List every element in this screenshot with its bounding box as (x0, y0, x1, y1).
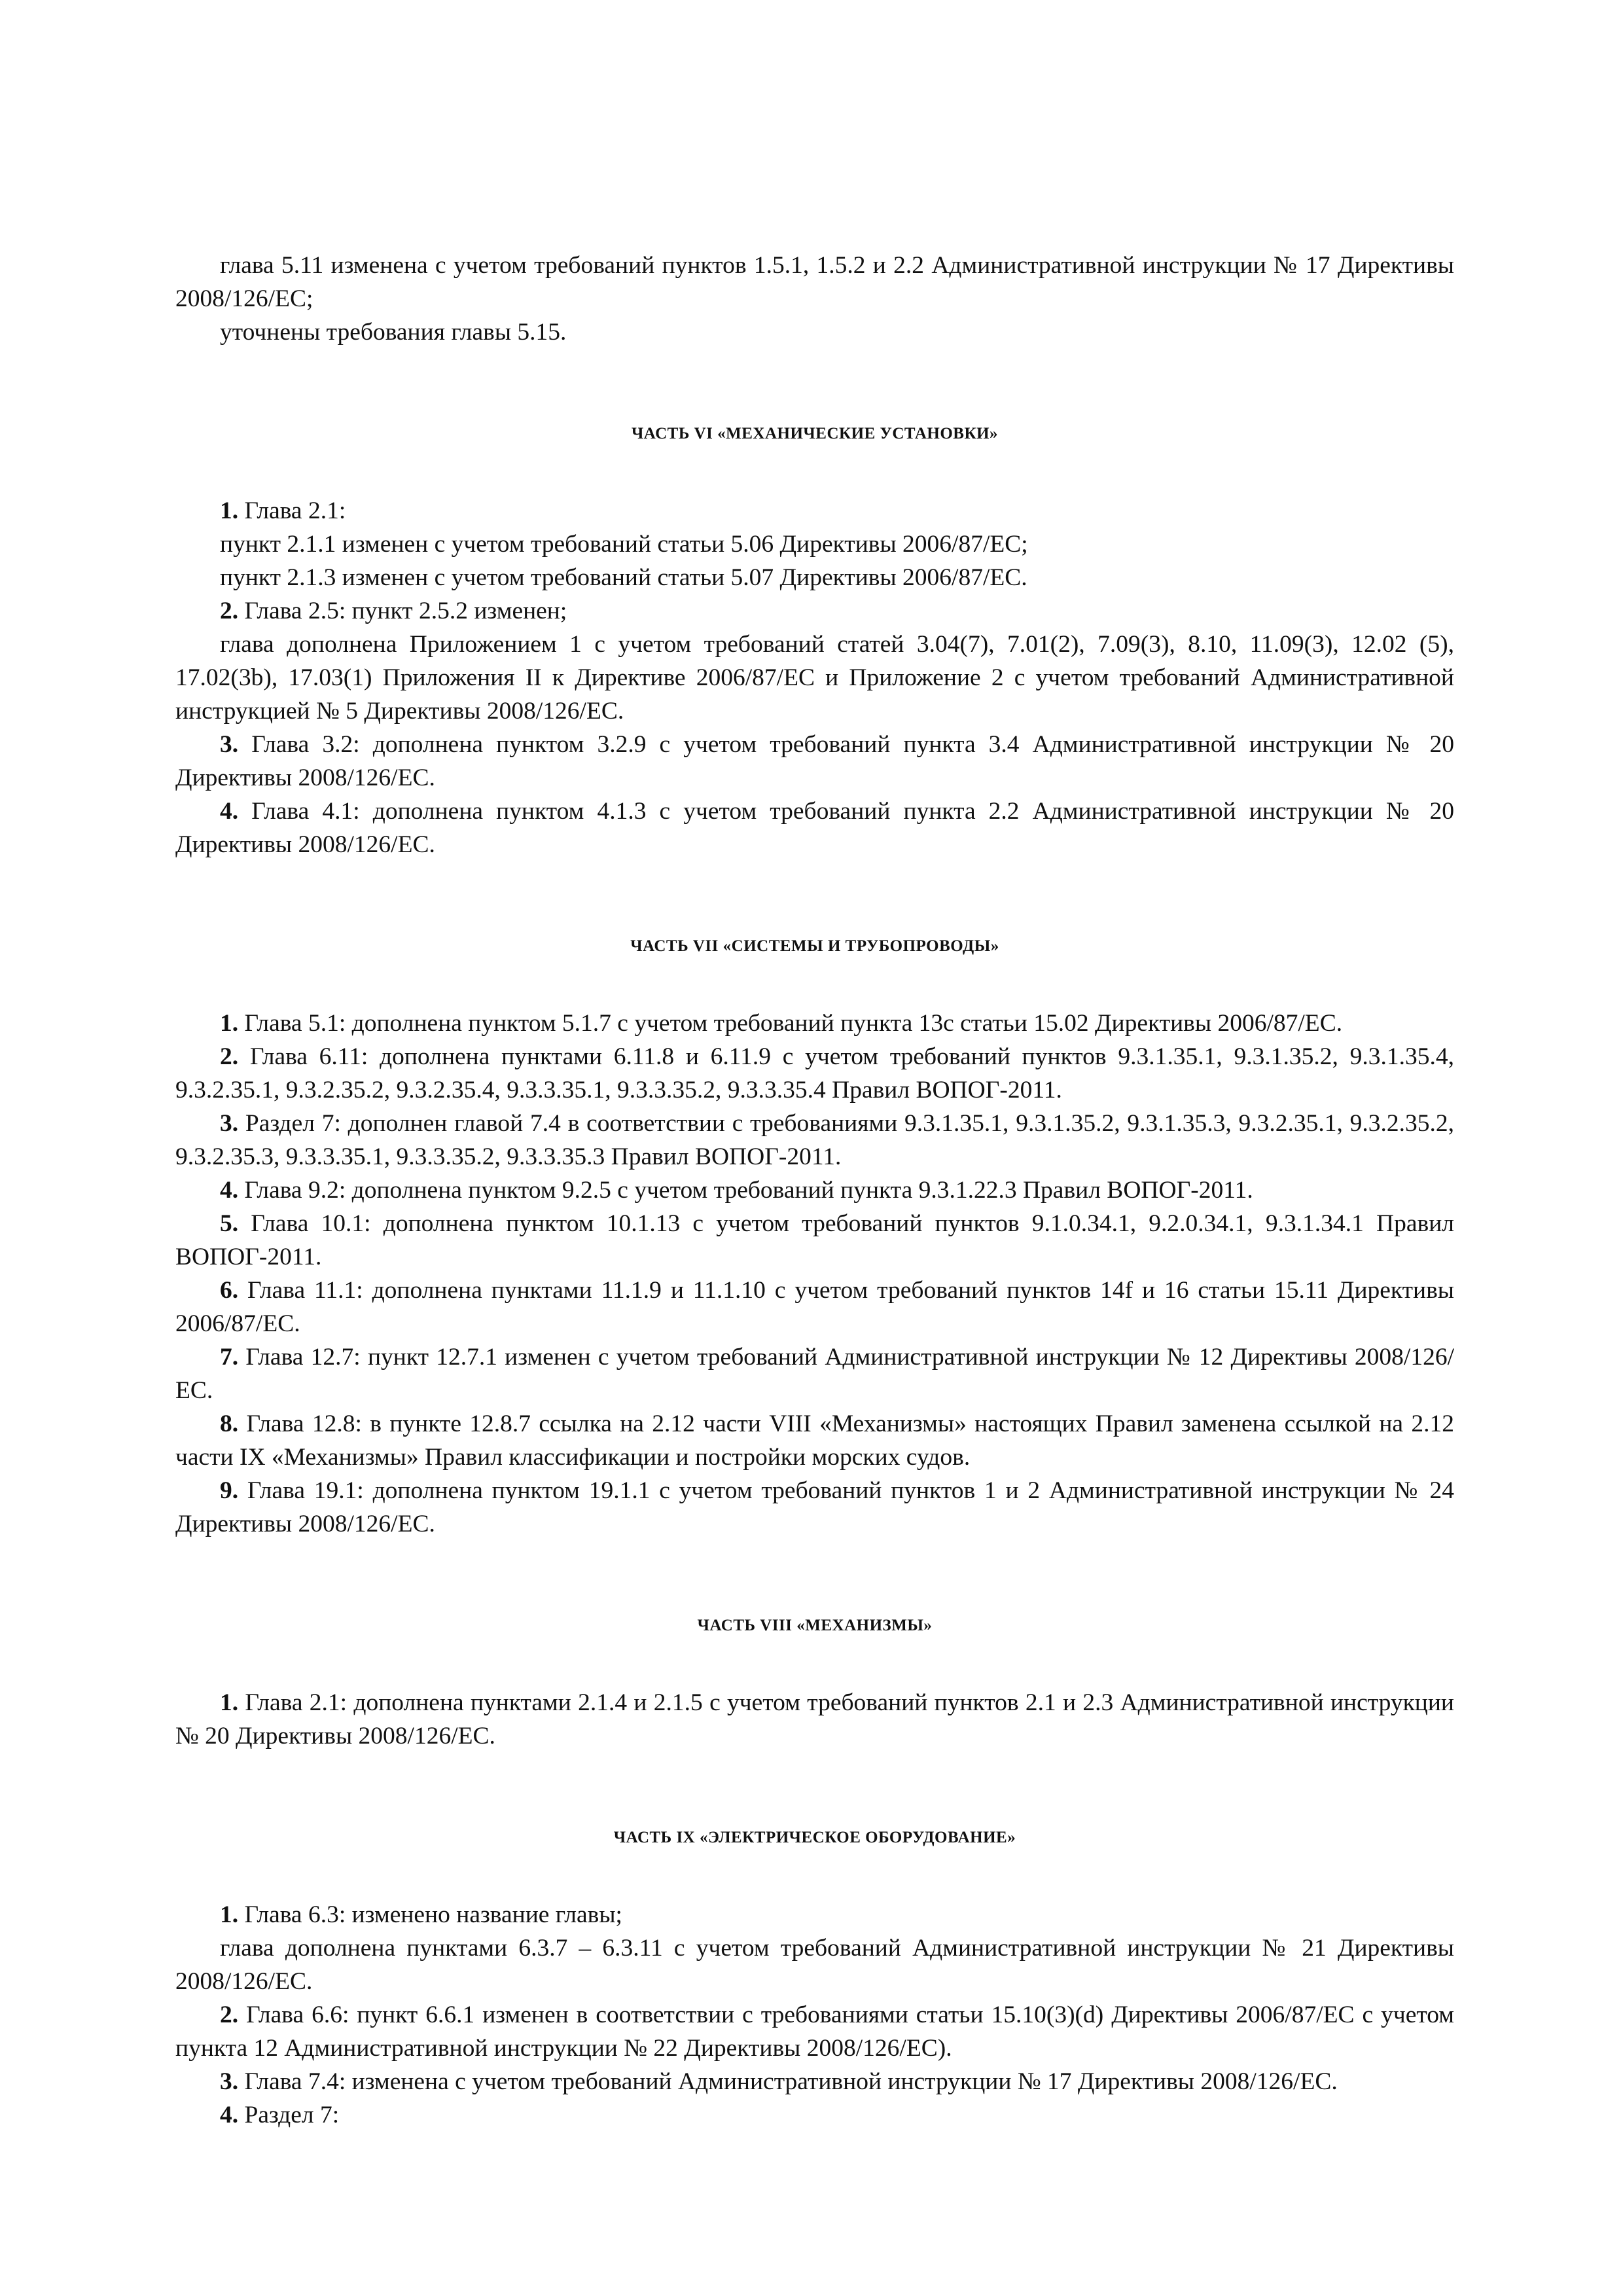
list-item (175, 1407, 1454, 1474)
section-heading-part-9: ЧАСТЬ IX «ЭЛЕКТРИЧЕСКОЕ ОБОРУДОВАНИЕ» (613, 1829, 1016, 1846)
item-text: Глава 11.1: дополнена пунктами 11.1.9 и 11.1.10 с учетом требований пунктов 14f и 16 статьи 15.11 Директивы 2006/87/ЕС. (175, 1277, 1454, 1337)
item-number: 1. (220, 1901, 239, 1928)
list-item (175, 795, 1454, 861)
item-number: 4. (220, 1177, 239, 1204)
item-text: глава дополнена пунктами 6.3.7 – 6.3.11 с учетом требований Административной инструкции № 21 Директивы 2008/126/ЕС. (175, 1935, 1454, 1995)
list-item (175, 1898, 1454, 1931)
list-item (175, 1931, 1454, 1998)
item-text: Глава 19.1: дополнена пунктом 19.1.1 с учетом требований пунктов 1 и 2 Административной инструкции № 24 Директивы 2008/126/ЕС. (175, 1477, 1454, 1537)
item-number: 9. (220, 1477, 239, 1504)
item-number: 4. (220, 798, 239, 825)
intro-paragraph-1: глава 5.11 изменена с учетом требований пунктов 1.5.1, 1.5.2 и 2.2 Административной инструкции № 17 Директивы 2008/126/ЕС; (175, 252, 1454, 312)
item-text: Глава 6.11: дополнена пунктами 6.11.8 и 6.11.9 с учетом требований пунктов 9.3.1.35.1, 9.3.1.35.2, 9.3.1.35.4, 9.3.2.35.1, 9.3.2.35.2, 9.3.2.35.4, 9.3.3.35.1, 9.3.3.35.2, 9.3.3.35.4 Правил ВОПОГ-2011. (175, 1043, 1454, 1103)
item-number: 3. (220, 2068, 239, 2095)
list-item (175, 2065, 1454, 2098)
list-item (175, 1174, 1454, 1207)
item-text: глава дополнена Приложением 1 с учетом требований статей 3.04(7), 7.01(2), 7.09(3), 8.10, 11.09(3), 12.02 (5), 17.02(3b), 17.03(1) Приложения II к Директиве 2006/87/ЕС и Приложение 2 с учетом требований Административной инструкцией № 5 Директивы 2008/126/ЕС. (175, 631, 1454, 725)
intro-paragraph-2: уточнены требования главы 5.15. (220, 319, 567, 346)
item-number: 2. (220, 598, 239, 624)
item-number: 3. (220, 731, 239, 758)
item-text: Глава 10.1: дополнена пунктом 10.1.13 с учетом требований пунктов 9.1.0.34.1, 9.2.0.34.1, 9.3.1.34.1 Правил ВОПОГ-2011. (175, 1210, 1454, 1270)
list-item (175, 728, 1454, 795)
section-heading-part-8: ЧАСТЬ VIII «МЕХАНИЗМЫ» (697, 1617, 933, 1634)
item-number: 8. (220, 1410, 239, 1437)
item-text: Глава 7.4: изменена с учетом требований Административной инструкции № 17 Директивы 2008/126/ЕС. (238, 2068, 1338, 2095)
item-number: 1. (220, 1010, 239, 1037)
item-text: Глава 12.8: в пункте 12.8.7 ссылка на 2.12 части VIII «Механизмы» настоящих Правил заменена ссылкой на 2.12 части IX «Механизмы» Правил классификации и постройки морских судов. (175, 1410, 1454, 1471)
section-heading-part-6: ЧАСТЬ VI «МЕХАНИЧЕСКИЕ УСТАНОВКИ» (631, 425, 999, 442)
list-item (175, 528, 1454, 561)
section-part-8 (175, 1686, 1454, 1753)
item-number: 6. (220, 1277, 239, 1304)
item-number: 4. (220, 2102, 239, 2128)
list-item (175, 1007, 1454, 1040)
item-text: Глава 2.1: дополнена пунктами 2.1.4 и 2.1.5 с учетом требований пунктов 2.1 и 2.3 Административной инструкции № 20 Директивы 2008/126/ЕС. (175, 1689, 1454, 1749)
item-text: Глава 9.2: дополнена пунктом 9.2.5 с учетом требований пункта 9.3.1.22.3 Правил ВОПОГ-2011. (238, 1177, 1253, 1204)
list-item (175, 2098, 1454, 2132)
item-text: Глава 3.2: дополнена пунктом 3.2.9 с учетом требований пункта 3.4 Административной инструкции № 20 Директивы 2008/126/ЕС. (175, 731, 1454, 791)
section-part-6 (175, 494, 1454, 861)
item-text: Глава 4.1: дополнена пунктом 4.1.3 с учетом требований пункта 2.2 Административной инструкции № 20 Директивы 2008/126/ЕС. (175, 798, 1454, 858)
list-item (175, 1207, 1454, 1274)
list-item (175, 1340, 1454, 1407)
item-text: Раздел 7: дополнен главой 7.4 в соответствии с требованиями 9.3.1.35.1, 9.3.1.35.2, 9.3.1.35.3, 9.3.2.35.1, 9.3.2.35.2, 9.3.2.35.3, 9.3.3.35.1, 9.3.3.35.2, 9.3.3.35.3 Правил ВОПОГ-2011. (175, 1110, 1454, 1170)
item-number: 1. (220, 1689, 239, 1716)
item-number: 7. (220, 1344, 239, 1371)
list-item (175, 1686, 1454, 1753)
list-item (175, 494, 1454, 528)
list-item (175, 1274, 1454, 1340)
item-text: пункт 2.1.1 изменен с учетом требований статьи 5.06 Директивы 2006/87/ЕС; (220, 531, 1028, 558)
list-item (175, 1474, 1454, 1541)
item-text: Глава 12.7: пункт 12.7.1 изменен с учетом требований Административной инструкции № 12 Директивы 2008/126/ЕС. (175, 1344, 1454, 1404)
item-number: 1. (220, 497, 239, 524)
item-number: 2. (220, 1043, 239, 1070)
list-item (175, 594, 1454, 628)
list-item (175, 561, 1454, 594)
item-text: Глава 5.1: дополнена пунктом 5.1.7 с учетом требований пункта 13с статьи 15.02 Директивы 2006/87/ЕС. (238, 1010, 1343, 1037)
item-number: 2. (220, 2001, 239, 2028)
document-page (175, 249, 1454, 2132)
section-part-9 (175, 1898, 1454, 2132)
list-item (175, 1040, 1454, 1107)
item-text: Раздел 7: (238, 2102, 340, 2128)
item-text: Глава 6.3: изменено название главы; (238, 1901, 622, 1928)
section-heading-part-7: ЧАСТЬ VII «СИСТЕМЫ И ТРУБОПРОВОДЫ» (630, 937, 999, 955)
item-text: пункт 2.1.3 изменен с учетом требований статьи 5.07 Директивы 2006/87/ЕС. (220, 564, 1027, 591)
item-text: Глава 6.6: пункт 6.6.1 изменен в соответствии с требованиями статьи 15.10(3)(d) Директивы 2006/87/ЕС с учетом пункта 12 Административной инструкции № 22 Директивы 2008/126/ЕС). (175, 2001, 1454, 2062)
item-text: Глава 2.1: (238, 497, 346, 524)
item-number: 3. (220, 1110, 239, 1137)
item-text: Глава 2.5: пункт 2.5.2 изменен; (238, 598, 567, 624)
list-item (175, 1107, 1454, 1174)
list-item (175, 1998, 1454, 2065)
item-number: 5. (220, 1210, 239, 1237)
list-item (175, 628, 1454, 728)
section-part-7 (175, 1007, 1454, 1541)
